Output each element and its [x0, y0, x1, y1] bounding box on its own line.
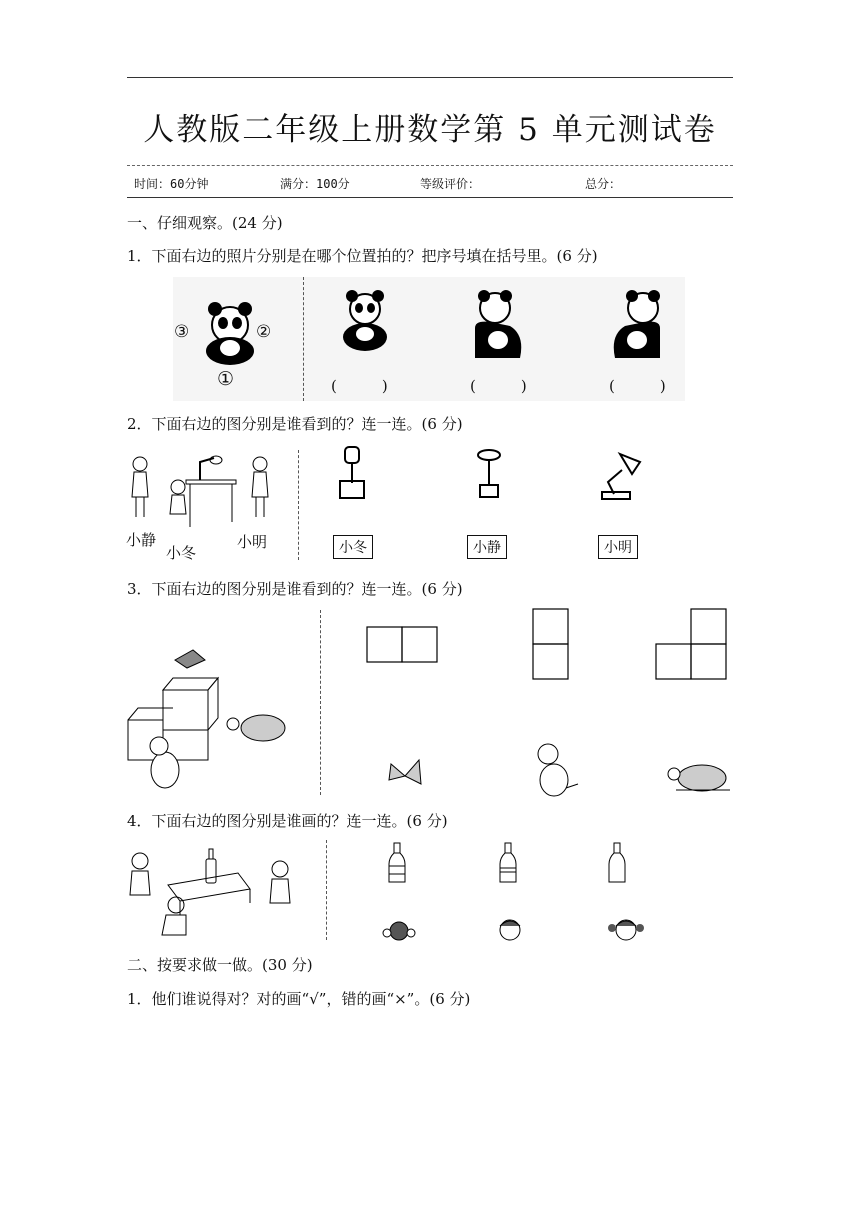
top-rule [127, 77, 733, 78]
panda-side-photo-icon [470, 290, 530, 360]
children-table-lamp-icon [128, 452, 278, 527]
section1-heading: 一、仔细观察。(24 分) [127, 214, 283, 232]
header-dash-top [127, 165, 733, 166]
position-2: ② [256, 322, 272, 342]
section2-heading: 二、按要求做一做。(30 分) [127, 956, 313, 974]
q3-divider [320, 610, 321, 795]
person-xiaoming: 小明 [237, 533, 268, 551]
child-head-back-icon [382, 920, 416, 942]
time-label: 时间：60分钟 [134, 177, 209, 191]
view-stacked-squares-icon [532, 608, 570, 681]
q1-blank-3[interactable]: ( ) [609, 377, 666, 395]
header-rule-bottom [127, 197, 733, 198]
score-label: 满分：100分 [280, 177, 350, 191]
q1-blank-1[interactable]: ( ) [331, 377, 388, 395]
panda-front-icon [195, 295, 265, 367]
total-label: 总分： [585, 177, 622, 191]
box-xiaodong: 小冬 [333, 535, 373, 559]
bottle-label-icon [388, 842, 406, 884]
child-head-girl-icon [608, 918, 644, 942]
q4-text: 4．下面右边的图分别是谁画的？连一连。(6 分) [127, 812, 448, 830]
q2-text: 2．下面右边的图分别是谁看到的？连一连。(6 分) [127, 415, 463, 433]
cubes-scene-icon [125, 620, 295, 795]
child-head-side-icon [496, 918, 524, 942]
grade-label: 等级评价： [420, 177, 481, 191]
bottle-striped-icon [499, 842, 517, 884]
person-xiaodong: 小冬 [166, 544, 197, 562]
s2-q1-text: 1．他们谁说得对？对的画“√”，错的画“×”。(6 分) [127, 990, 471, 1008]
q3-text: 3．下面右边的图分别是谁看到的？连一连。(6 分) [127, 580, 463, 598]
q2-divider [298, 450, 299, 560]
q1-divider [303, 277, 304, 401]
q1-blank-2[interactable]: ( ) [470, 377, 527, 395]
box-xiaoming: 小明 [598, 535, 638, 559]
view-two-squares-icon [366, 626, 438, 663]
butterfly-icon [385, 758, 425, 794]
children-drawing-bottle-icon [128, 845, 298, 940]
panda-front-photo-icon [335, 287, 395, 355]
lamp-angled-icon [600, 448, 645, 500]
page-title: 人教版二年级上册数学第 5 单元测试卷 [143, 112, 717, 148]
panda-side2-photo-icon [605, 290, 665, 360]
person-xiaojing: 小静 [126, 531, 157, 549]
q1-text: 1．下面右边的照片分别是在哪个位置拍的？把序号填在括号里。(6 分) [127, 247, 598, 265]
lamp-front-icon [337, 445, 367, 500]
dog-icon [530, 740, 580, 800]
q4-divider [326, 840, 327, 940]
position-3: ③ [174, 322, 190, 342]
lamp-side-icon [474, 447, 504, 499]
view-l-shape-icon [655, 608, 728, 681]
turtle-icon [666, 760, 734, 798]
box-xiaojing: 小静 [467, 535, 507, 559]
position-1: ① [217, 368, 235, 390]
bottle-plain-icon [608, 842, 626, 884]
